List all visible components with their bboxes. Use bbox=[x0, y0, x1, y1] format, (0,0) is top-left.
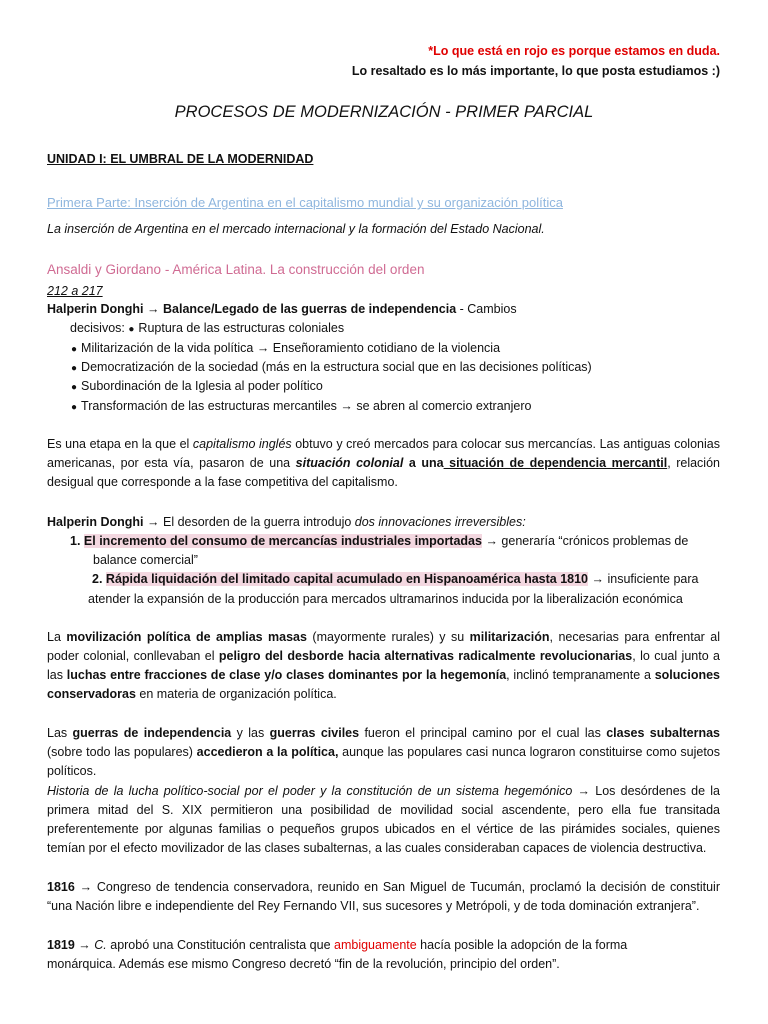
innovation-1-cont: balance comercial” bbox=[93, 553, 198, 567]
halperin-balance-line bbox=[47, 300, 517, 318]
decisivos-label: decisivos: bbox=[70, 321, 125, 335]
list-item: ● Militarización de la vida política → Enseñoramiento cotidiano de la violencia bbox=[71, 339, 500, 359]
text: , lo cual junto a las bbox=[47, 649, 720, 682]
red-note: *Lo que está en rojo es porque estamos en duda. bbox=[428, 44, 720, 58]
text: fueron el principal camino por el cual las bbox=[359, 726, 607, 740]
line-1819 bbox=[47, 936, 627, 954]
paragraph-movilizacion bbox=[47, 628, 720, 704]
text: → generaría “crónicos problemas de bbox=[485, 534, 689, 548]
list-item: ● Ruptura de las estructuras coloniales bbox=[128, 321, 344, 335]
year: 1816 bbox=[47, 880, 75, 894]
innovation-1 bbox=[70, 532, 688, 550]
year: 1819 bbox=[47, 938, 75, 952]
text: militarización bbox=[469, 630, 550, 644]
innovation-2 bbox=[92, 570, 699, 588]
unit-heading: UNIDAD I: EL UMBRAL DE LA MODERNIDAD bbox=[47, 152, 314, 166]
arrow: → bbox=[74, 938, 95, 952]
list-item: ● Transformación de las estructuras mercantiles → se abren al comercio extranjero bbox=[71, 397, 531, 417]
text: guerras civiles bbox=[269, 726, 360, 740]
paragraph-1816 bbox=[47, 878, 720, 916]
text: movilización política de amplias masas bbox=[66, 630, 307, 644]
text: La bbox=[47, 630, 67, 644]
topic-rest: - Cambios bbox=[459, 302, 517, 316]
author-heading: Ansaldi y Giordano - América Latina. La construcción del orden bbox=[47, 262, 425, 277]
text: , relación desigual que corresponde a la fase competitiva del capitalismo. bbox=[47, 456, 720, 489]
list-item: ● Subordinación de la Iglesia al poder político bbox=[71, 377, 323, 397]
text: (sobre todo las populares) bbox=[47, 745, 197, 759]
part-subtitle: La inserción de Argentina en el mercado internacional y la formación del Estado Nacional. bbox=[47, 222, 545, 236]
paragraph-historia bbox=[47, 782, 720, 858]
text: obtuvo y creó mercados para colocar sus mercancías. Las antiguas colonias americanas, por esta vía, pasaron de una bbox=[47, 437, 720, 470]
text: Es una etapa en la que el bbox=[47, 437, 193, 451]
highlighted-text: El incremento del consumo de mercancías industriales importadas bbox=[83, 534, 482, 548]
text: → insuficiente para bbox=[591, 572, 699, 586]
author-name: Halperin Donghi bbox=[47, 515, 144, 529]
text: Historia de la lucha político-social por el poder y la constitución de un sistema hegemónico bbox=[47, 784, 573, 798]
text: en materia de organización política. bbox=[135, 687, 337, 701]
text: accedieron a la política, bbox=[196, 745, 339, 759]
part-heading[interactable]: Primera Parte: Inserción de Argentina en el capitalismo mundial y su organización política bbox=[47, 195, 563, 210]
paragraph-guerras bbox=[47, 724, 720, 781]
page-title: PROCESOS DE MODERNIZACIÓN - PRIMER PARCIAL bbox=[174, 103, 594, 121]
line-1819-cont: monárquica. Además ese mismo Congreso decretó “fin de la revolución, principio del orden”. bbox=[47, 957, 560, 971]
text: soluciones conservadoras bbox=[47, 668, 720, 701]
page-range: 212 a 217 bbox=[47, 284, 103, 298]
bullet-row-1 bbox=[70, 319, 344, 339]
list-item: ● Democratización de la sociedad (más en la estructura social que en las decisiones políticas) bbox=[71, 358, 592, 378]
arrow: → bbox=[147, 302, 160, 316]
text: → Congreso de tendencia conservadora, reunido en San Miguel de Tucumán, proclamó la decisión de constituir “una Nación libre e independiente del Rey Fernando VII, sus sucesores y Metrópoli, y de toda dominación extranjera”. bbox=[47, 880, 720, 913]
text: → El desorden de la guerra introdujo bbox=[147, 515, 355, 529]
innovation-2-cont: atender la expansión de la producción para mercados ultramarinos inducida por la liberalización económica bbox=[88, 592, 683, 606]
text: C. bbox=[94, 938, 107, 952]
paragraph-capitalismo bbox=[47, 435, 720, 492]
doubt-text: ambiguamente bbox=[334, 938, 417, 952]
text: situación de dependencia mercantil bbox=[443, 456, 668, 470]
text: , inclinó tempranamente a bbox=[506, 668, 655, 682]
list-number: 1. bbox=[70, 534, 81, 548]
text: Las bbox=[47, 726, 73, 740]
text: aprobó una Constitución centralista que bbox=[106, 938, 334, 952]
text: (mayormente rurales) y su bbox=[306, 630, 470, 644]
highlighted-text: Rápida liquidación del limitado capital acumulado en Hispanoamérica hasta 1810 bbox=[105, 572, 589, 586]
list-number: 2. bbox=[92, 572, 103, 586]
text: clases subalternas bbox=[606, 726, 720, 740]
text: luchas entre fracciones de clase y/o clases dominantes por la hegemonía bbox=[66, 668, 507, 682]
topic: Balance/Legado de las guerras de independencia bbox=[163, 302, 457, 316]
text: guerras de independencia bbox=[72, 726, 232, 740]
halperin-desorden-line bbox=[47, 513, 526, 531]
text: situación colonial bbox=[295, 456, 404, 470]
text: , necesarias para enfrentar al poder colonial, conllevaban el bbox=[47, 630, 720, 663]
highlight-note: Lo resaltado es lo más importante, lo que posta estudiamos :) bbox=[351, 64, 720, 78]
text: aunque las populares casi nunca lograron constituirse como sujetos políticos. bbox=[47, 745, 721, 778]
text: hacía posible la adopción de la forma bbox=[416, 938, 628, 952]
text: → Los desórdenes de la primera mitad del S. XIX permitieron una posibilidad de movilidad social ascendente, pero ella fue transitada preferentemente por algunas familias o pequeños grupos ubicados en el vértice de las pirámides sociales, quienes temían por el efecto movilizador de las clases subalternas, a las cuales consideraban capaces de violencia destructiva. bbox=[47, 784, 721, 855]
author-name: Halperin Donghi bbox=[47, 302, 144, 316]
text: peligro del desborde hacia alternativas radicalmente revolucionarias bbox=[218, 649, 633, 663]
text: a una bbox=[403, 456, 444, 470]
text: y las bbox=[231, 726, 270, 740]
text: dos innovaciones irreversibles: bbox=[354, 515, 526, 529]
text: capitalismo inglés bbox=[192, 437, 292, 451]
